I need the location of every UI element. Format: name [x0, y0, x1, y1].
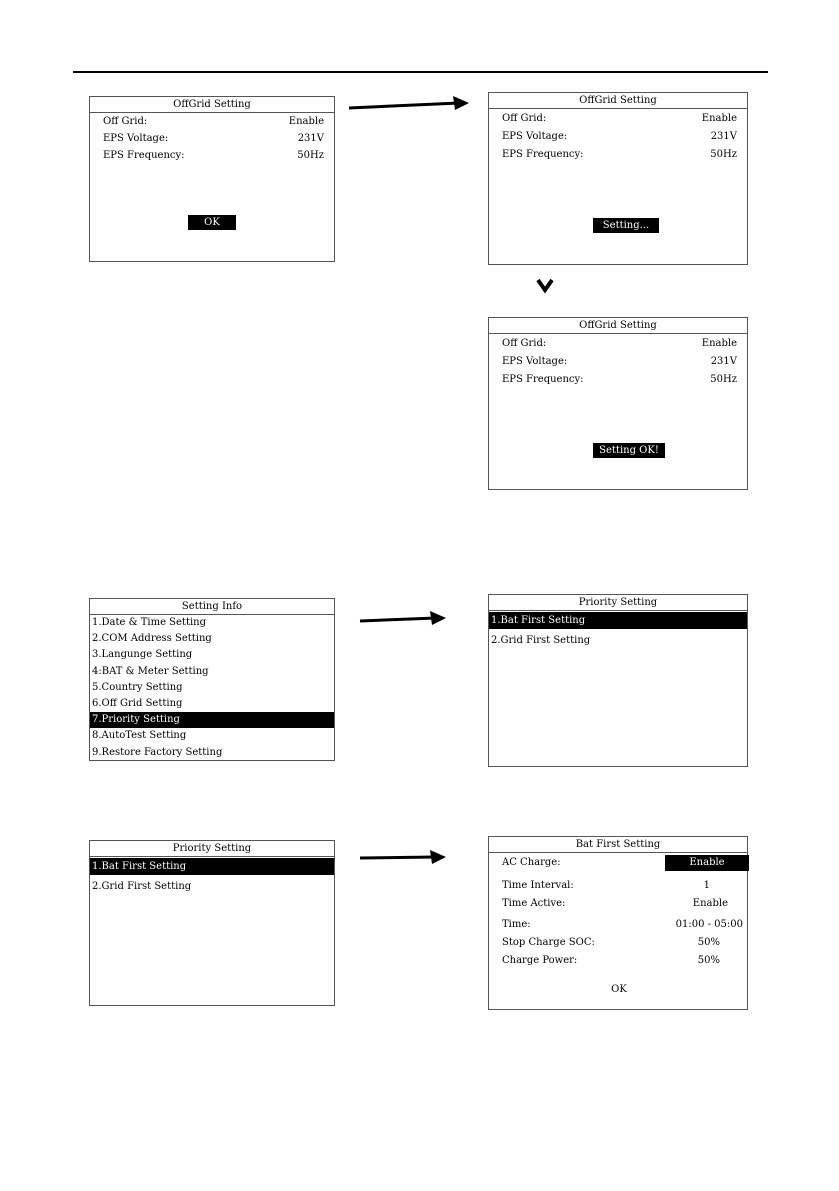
- offgrid-screen-setting-ok: [488, 317, 748, 490]
- time-row: [502, 918, 747, 932]
- arrow-right-icon: [358, 610, 448, 630]
- stop-charge-soc-label: Stop Charge SOC:: [502, 937, 595, 948]
- off-grid-value: Enable: [701, 338, 737, 349]
- eps-voltage-label: EPS Voltage:: [502, 356, 568, 367]
- ac-charge-value[interactable]: Enable: [665, 855, 749, 871]
- screen-title: Bat First Setting: [489, 837, 747, 853]
- eps-frequency-row: [502, 373, 737, 387]
- setting-status-badge: Setting...: [593, 218, 659, 233]
- eps-frequency-label: EPS Frequency:: [103, 150, 185, 161]
- screen-title: OffGrid Setting: [90, 97, 334, 113]
- screen-title: Priority Setting: [489, 595, 747, 611]
- menu-item[interactable]: 2.COM Address Setting: [92, 633, 212, 645]
- menu-item-bat-first[interactable]: 1.Bat First Setting: [489, 612, 747, 629]
- menu-item-grid-first[interactable]: 2.Grid First Setting: [92, 881, 192, 892]
- stop-charge-soc-value: 50%: [697, 937, 720, 948]
- eps-voltage-label: EPS Voltage:: [103, 133, 169, 144]
- menu-item-bat-first[interactable]: 1.Bat First Setting: [90, 858, 334, 875]
- eps-frequency-value: 50Hz: [710, 374, 737, 385]
- off-grid-label: Off Grid:: [502, 338, 547, 349]
- priority-setting-screen: [89, 840, 335, 1006]
- off-grid-label: Off Grid:: [103, 116, 148, 127]
- ac-charge-label: AC Charge:: [502, 857, 561, 868]
- eps-frequency-value: 50Hz: [710, 149, 737, 160]
- eps-voltage-row: [103, 132, 324, 146]
- page-header-rule: [73, 71, 768, 73]
- eps-frequency-label: EPS Frequency:: [502, 374, 584, 385]
- off-grid-value: Enable: [701, 113, 737, 124]
- charge-power-label: Charge Power:: [502, 955, 578, 966]
- arrow-down-icon: [536, 276, 554, 294]
- menu-item[interactable]: 7.Priority Setting: [90, 712, 334, 728]
- off-grid-row: [502, 112, 737, 126]
- time-active-row: [502, 897, 747, 911]
- menu-item[interactable]: 5.Country Setting: [92, 681, 183, 693]
- bat-first-setting-screen: [488, 836, 748, 1010]
- ok-button[interactable]: OK: [611, 984, 627, 995]
- time-interval-label: Time Interval:: [502, 880, 574, 891]
- screen-title: Setting Info: [90, 599, 334, 615]
- eps-frequency-value: 50Hz: [297, 150, 324, 161]
- off-grid-row: [103, 115, 324, 129]
- menu-item[interactable]: 6.Off Grid Setting: [92, 698, 183, 709]
- screen-title: OffGrid Setting: [489, 93, 747, 109]
- off-grid-row: [502, 337, 737, 351]
- charge-power-row: [502, 954, 747, 968]
- time-interval-value: 1: [703, 880, 710, 891]
- ok-button[interactable]: OK: [188, 215, 236, 230]
- off-grid-value: Enable: [288, 116, 324, 127]
- eps-voltage-row: [502, 130, 737, 144]
- screen-title: OffGrid Setting: [489, 318, 747, 334]
- eps-frequency-row: [502, 148, 737, 162]
- arrow-right-icon: [347, 96, 471, 116]
- time-interval-row: [502, 879, 747, 893]
- eps-voltage-row: [502, 355, 737, 369]
- menu-item[interactable]: 4:BAT & Meter Setting: [92, 665, 209, 677]
- offgrid-screen-ok: [89, 96, 335, 262]
- screen-title: Priority Setting: [90, 841, 334, 857]
- offgrid-screen-setting: [488, 92, 748, 265]
- menu-item[interactable]: 9.Restore Factory Setting: [92, 746, 223, 758]
- priority-setting-screen: [488, 594, 748, 767]
- menu-item[interactable]: 3.Langunge Setting: [92, 649, 193, 661]
- eps-voltage-value: 231V: [710, 356, 737, 367]
- menu-item[interactable]: 8.AutoTest Setting: [92, 730, 187, 742]
- time-label: Time:: [502, 919, 531, 930]
- time-active-label: Time Active:: [502, 898, 566, 909]
- time-active-value: Enable: [692, 898, 728, 909]
- eps-voltage-value: 231V: [297, 133, 324, 144]
- setting-info-screen: [89, 598, 335, 761]
- menu-item-grid-first[interactable]: 2.Grid First Setting: [491, 635, 591, 646]
- eps-frequency-label: EPS Frequency:: [502, 149, 584, 160]
- off-grid-label: Off Grid:: [502, 113, 547, 124]
- setting-ok-badge: Setting OK!: [593, 443, 665, 458]
- stop-charge-soc-row: [502, 936, 747, 950]
- eps-voltage-label: EPS Voltage:: [502, 131, 568, 142]
- charge-power-value: 50%: [697, 955, 720, 966]
- menu-item[interactable]: 1.Date & Time Setting: [92, 617, 207, 628]
- arrow-right-icon: [358, 848, 448, 868]
- eps-frequency-row: [103, 149, 324, 163]
- eps-voltage-value: 231V: [710, 131, 737, 142]
- time-value: 01:00 - 05:00: [675, 919, 743, 930]
